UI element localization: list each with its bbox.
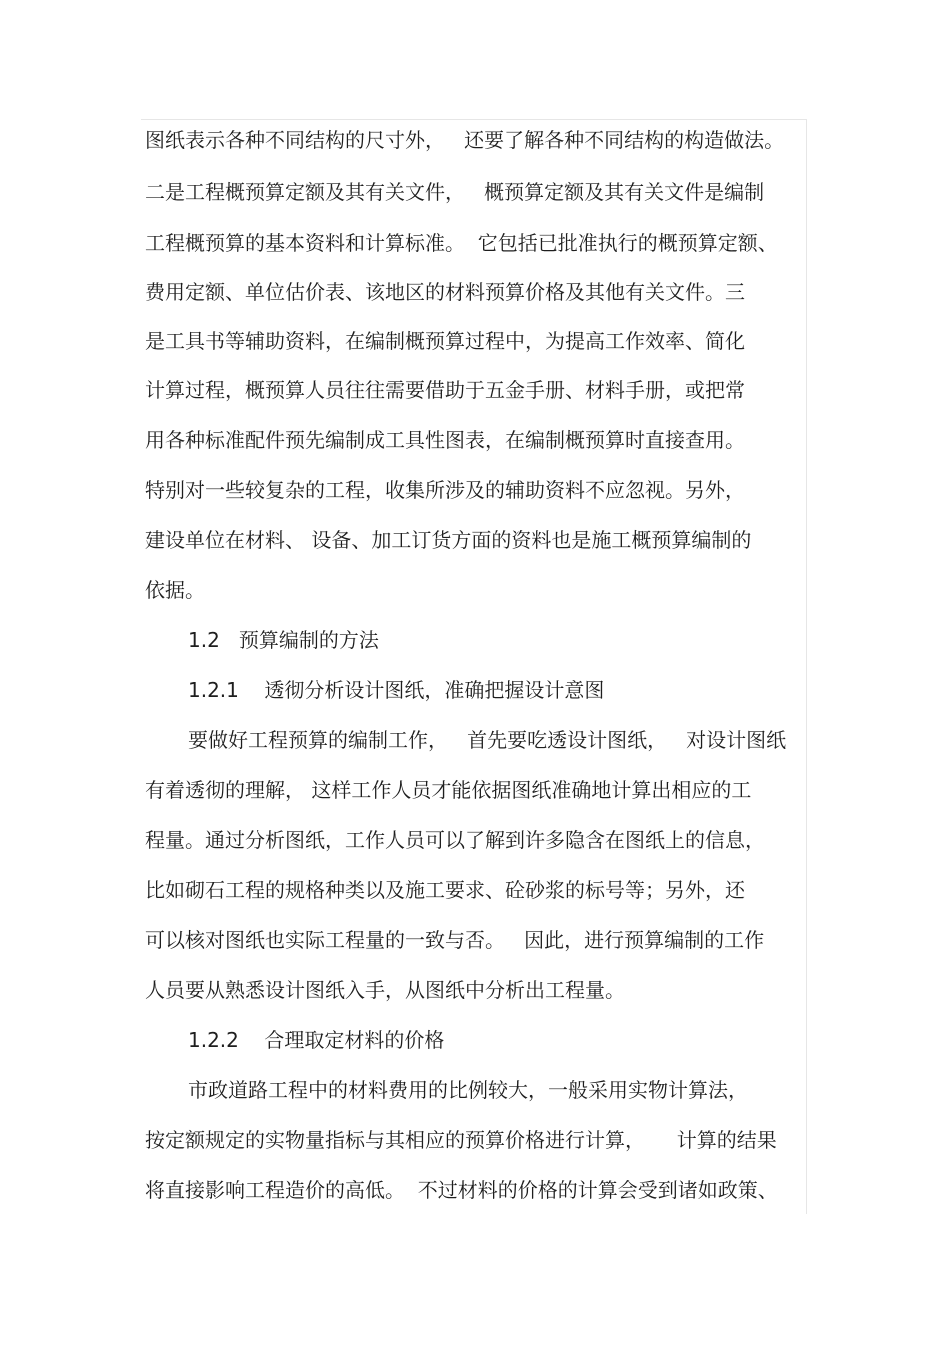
text-line: 可以核对图纸也实际工程量的一致与否。 因此，进行预算编制的工作 bbox=[145, 928, 765, 952]
text-line: 用各种标准配件预先编制成工具性图表，在编制概预算时直接查用。 bbox=[145, 428, 745, 452]
text-line: 依据。 bbox=[145, 578, 205, 602]
text-line: 将直接影响工程造价的高低。 不过材料的价格的计算会受到诸如政策、 bbox=[145, 1178, 778, 1202]
text-line: 市政道路工程中的材料费用的比例较大，一般采用实物计算法， bbox=[188, 1078, 748, 1102]
text-line: 计算过程，概预算人员往往需要借助于五金手册、材料手册，或把常 bbox=[145, 378, 745, 402]
section-heading-1-2-1: 1.2.1 透彻分析设计图纸，准确把握设计意图 bbox=[188, 678, 605, 702]
section-heading-1-2: 1.2 预算编制的方法 bbox=[188, 628, 379, 652]
text-line: 是工具书等辅助资料，在编制概预算过程中，为提高工作效率、简化 bbox=[145, 329, 745, 353]
text-line: 图纸表示各种不同结构的尺寸外， 还要了解各种不同结构的构造做法。 bbox=[145, 128, 785, 152]
text-line: 工程概预算的基本资料和计算标准。 它包括已批准执行的概预算定额、 bbox=[145, 231, 778, 255]
text-line: 有着透彻的理解， 这样工作人员才能依据图纸准确地计算出相应的工 bbox=[145, 778, 752, 802]
text-line: 比如砌石工程的规格种类以及施工要求、砼砂浆的标号等；另外，还 bbox=[145, 878, 745, 902]
text-line: 按定额规定的实物量指标与其相应的预算价格进行计算， 计算的结果 bbox=[145, 1128, 777, 1152]
text-line: 二是工程概预算定额及其有关文件， 概预算定额及其有关文件是编制 bbox=[145, 180, 765, 204]
text-line: 费用定额、单位估价表、该地区的材料预算价格及其他有关文件。三 bbox=[145, 280, 745, 304]
text-line: 程量。通过分析图纸，工作人员可以了解到许多隐含在图纸上的信息， bbox=[145, 828, 765, 852]
section-heading-1-2-2: 1.2.2 合理取定材料的价格 bbox=[188, 1028, 445, 1052]
text-line: 建设单位在材料、 设备、加工订货方面的资料也是施工概预算编制的 bbox=[145, 528, 752, 552]
text-line: 人员要从熟悉设计图纸入手，从图纸中分析出工程量。 bbox=[145, 978, 625, 1002]
text-line: 要做好工程预算的编制工作， 首先要吃透设计图纸， 对设计图纸 bbox=[188, 728, 787, 752]
text-line: 特别对一些较复杂的工程，收集所涉及的辅助资料不应忽视。另外， bbox=[145, 478, 745, 502]
